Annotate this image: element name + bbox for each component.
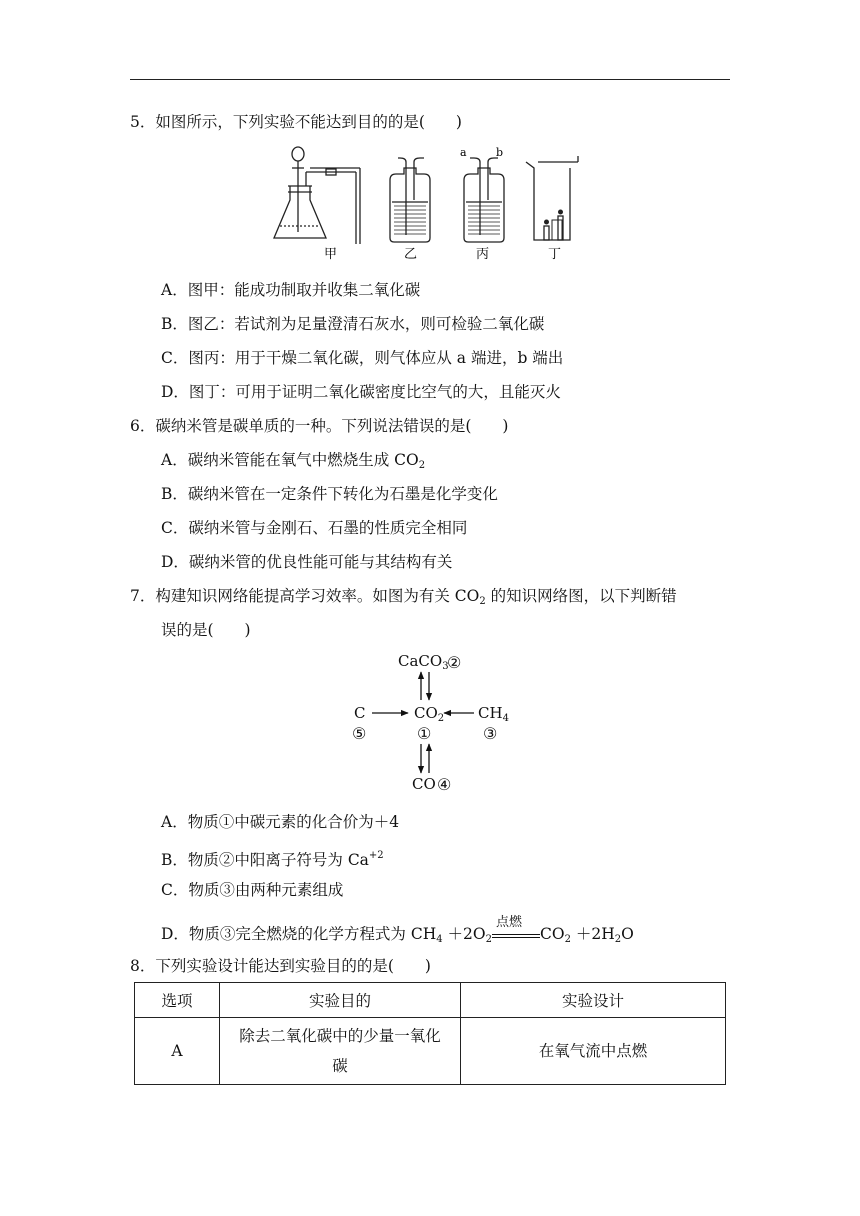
row-purpose: 除去二氧化碳中的少量一氧化 碳	[220, 1018, 461, 1085]
q7-option-c: C．物质③由两种元素组成	[161, 881, 344, 899]
row-option: A	[135, 1018, 220, 1085]
header-rule	[130, 79, 730, 80]
fig-label-yi: 乙	[404, 247, 418, 262]
co2-knowledge-network-diagram	[340, 648, 520, 798]
q6-option-c: C．碳纳米管与金刚石、石墨的性质完全相同	[161, 519, 468, 537]
node-number-1: ①	[417, 724, 432, 743]
fig-label-bing: 丙	[476, 247, 490, 262]
q5-option-b: B．图乙：若试剂为足量澄清石灰水，则可检验二氧化碳	[161, 315, 545, 333]
q5-option-d: D．图丁：可用于证明二氧化碳密度比空气的大，且能灭火	[161, 383, 561, 401]
header-option: 选项	[135, 983, 220, 1018]
table-row	[135, 1018, 726, 1085]
port-b-label: b	[496, 146, 504, 159]
port-a-label: a	[460, 146, 467, 159]
caco3-label: CaCO$_3$	[398, 652, 449, 672]
q5-stem: 5．如图所示，下列实验不能达到目的的是( )	[130, 113, 462, 131]
co2-label: $CO_2$	[414, 704, 445, 724]
q5-option-c: C．图丙：用于干燥二氧化碳，则气体应从 a 端进，b 端出	[161, 349, 564, 367]
q6-option-a: A．碳纳米管能在氧气中燃烧生成 $CO_2$	[161, 451, 426, 471]
q5-apparatus-figure	[268, 140, 598, 266]
fig-label-ding: 丁	[548, 247, 562, 262]
node-number-2: ②	[447, 653, 462, 672]
fig-label-jia: 甲	[324, 247, 338, 262]
q7-option-a: A．物质①中碳元素的化合价为＋4	[161, 813, 400, 831]
q7-option-d: D．物质③完全燃烧的化学方程式为 $CH_4 +2O_2$ 点燃 $CO_2 +2H_2O$	[161, 915, 634, 945]
q6-option-d: D．碳纳米管的优良性能可能与其结构有关	[161, 553, 453, 571]
co-label: CO	[412, 775, 436, 793]
q7-option-b: B．物质②中阳离子符号为 $Ca^{+2}$	[161, 850, 384, 869]
q7-stem-line1: 7．构建知识网络能提高学习效率。如图为有关 $CO_2$ 的知识网络图，以下判断错	[130, 587, 677, 607]
q6-stem: 6．碳纳米管是碳单质的一种。下列说法错误的是( )	[130, 417, 509, 435]
q6-option-b: B．碳纳米管在一定条件下转化为石墨是化学变化	[161, 485, 498, 503]
node-number-3: ③	[483, 724, 498, 743]
c-label: C	[354, 704, 366, 722]
header-design: 实验设计	[461, 983, 726, 1018]
q8-table	[134, 982, 726, 1085]
row-design: 在氧气流中点燃	[461, 1018, 726, 1085]
table-header-row	[135, 983, 726, 1018]
q8-stem: 8．下列实验设计能达到实验目的的是( )	[130, 957, 431, 975]
reaction-condition: 点燃	[492, 924, 540, 944]
node-number-4: ④	[437, 775, 452, 794]
ch4-label: $CH_4$	[478, 704, 509, 724]
header-purpose: 实验目的	[220, 983, 461, 1018]
q5-option-a: A．图甲：能成功制取并收集二氧化碳	[161, 281, 421, 299]
q7-stem-line2: 误的是( )	[161, 621, 251, 639]
node-number-5: ⑤	[352, 724, 367, 743]
